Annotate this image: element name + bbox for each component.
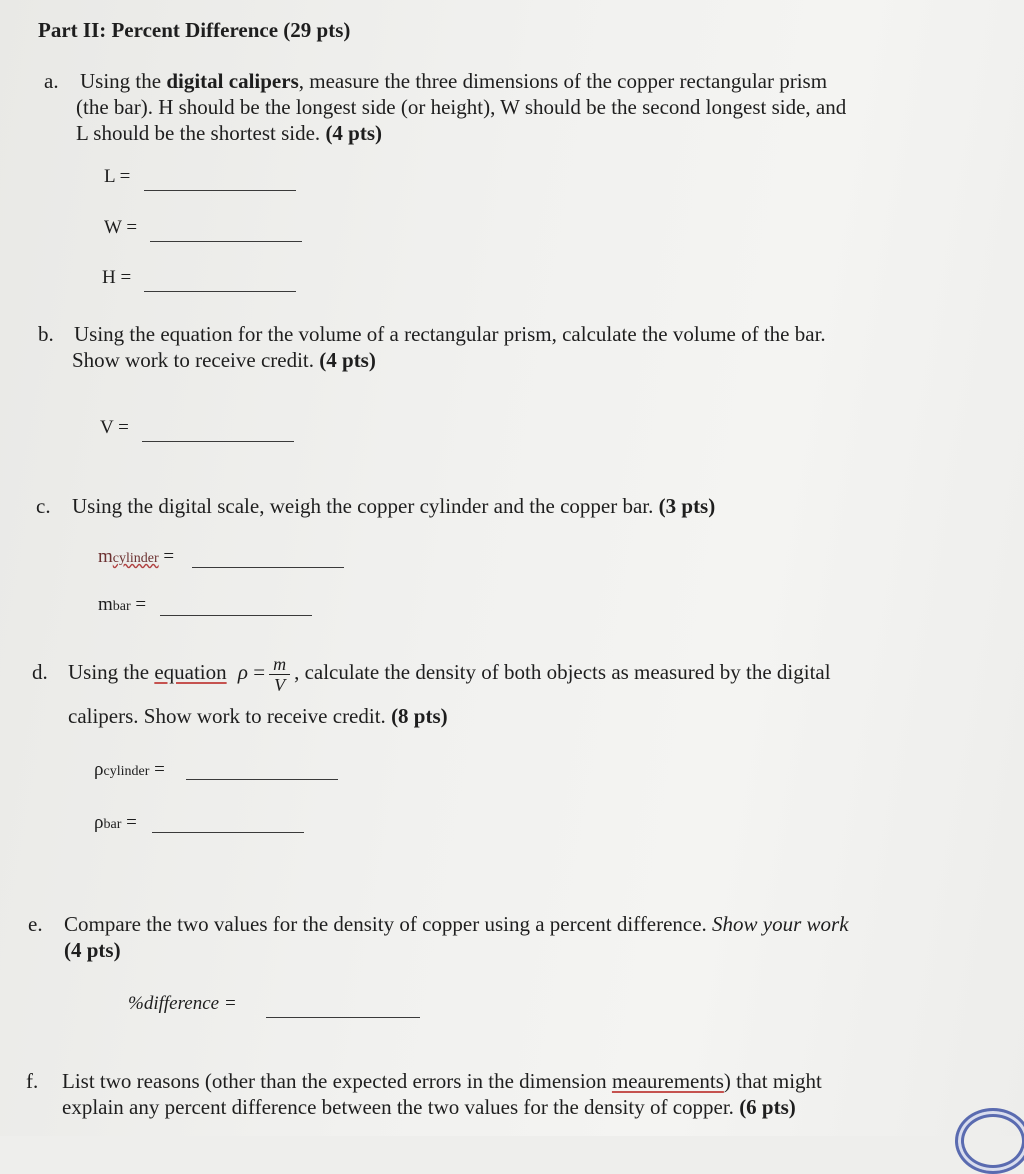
question-f-line2: explain any percent difference between the two values for the density of copper. (6 pts) xyxy=(62,1095,796,1119)
L-label: L = xyxy=(104,166,131,187)
rho-cylinder-answer-line[interactable] xyxy=(186,779,338,780)
question-c: c. Using the digital scale, weigh the copper cylinder and the copper bar. (3 pts) xyxy=(36,494,716,518)
question-letter: a. xyxy=(44,69,59,93)
m-bar-answer-line[interactable] xyxy=(160,615,312,616)
question-letter: d. xyxy=(32,660,48,684)
question-letter: e. xyxy=(28,912,43,936)
H-label: H = xyxy=(102,267,132,288)
question-b-line2: Show work to receive credit. (4 pts) xyxy=(72,348,376,372)
question-letter: b. xyxy=(38,322,54,346)
question-a: a. Using the digital calipers, measure the three dimensions of the copper rectangular prism xyxy=(44,69,828,93)
W-label: W = xyxy=(104,217,138,238)
corner-circle-icon xyxy=(955,1108,1024,1174)
question-letter: c. xyxy=(36,494,51,518)
section-title: Part II: Percent Difference (29 pts) xyxy=(38,18,351,42)
rho-symbol: ρ xyxy=(237,660,248,684)
percent-difference-answer-line[interactable] xyxy=(266,1017,420,1018)
rho-cylinder-label: ρcylinder = xyxy=(94,759,165,780)
question-letter: f. xyxy=(26,1069,39,1093)
percent-difference-label: %difference = xyxy=(128,993,237,1014)
H-answer-line[interactable] xyxy=(144,291,296,292)
V-answer-line[interactable] xyxy=(142,441,294,442)
rho-bar-label: ρbar = xyxy=(94,812,137,833)
question-f: f. List two reasons (other than the expected errors in the dimension meaurements) that might xyxy=(26,1069,822,1093)
question-e-line2: (4 pts) xyxy=(64,938,121,962)
question-e: e. Compare the two values for the density of copper using a percent difference. Show your work xyxy=(28,912,849,936)
question-a-line3: L should be the shortest side. (4 pts) xyxy=(76,121,383,145)
question-a-line2: (the bar). H should be the longest side (or height), W should be the second longest side, and xyxy=(76,95,847,119)
V-label: V = xyxy=(100,417,129,438)
question-b: b. Using the equation for the volume of a rectangular prism, calculate the volume of the bar. xyxy=(38,322,826,346)
m-bar-label: mbar = xyxy=(98,594,147,615)
density-fraction: $\frac{m}{V}$ xyxy=(269,654,290,695)
meaurements-word: meaurements xyxy=(611,1069,724,1093)
question-d-line2: calipers. Show work to receive credit. (8 pts) xyxy=(68,704,448,728)
rho-bar-answer-line[interactable] xyxy=(152,832,304,833)
W-answer-line[interactable] xyxy=(150,241,302,242)
equation-word: equation xyxy=(154,660,227,684)
question-d: d. Using the equation ρ = $\frac{m}{V}$ , calculate the density of both objects as measured by the digital xyxy=(32,650,831,695)
L-answer-line[interactable] xyxy=(144,190,296,191)
m-cylinder-answer-line[interactable] xyxy=(192,567,344,568)
m-cylinder-label: mcylinder = xyxy=(98,546,175,567)
